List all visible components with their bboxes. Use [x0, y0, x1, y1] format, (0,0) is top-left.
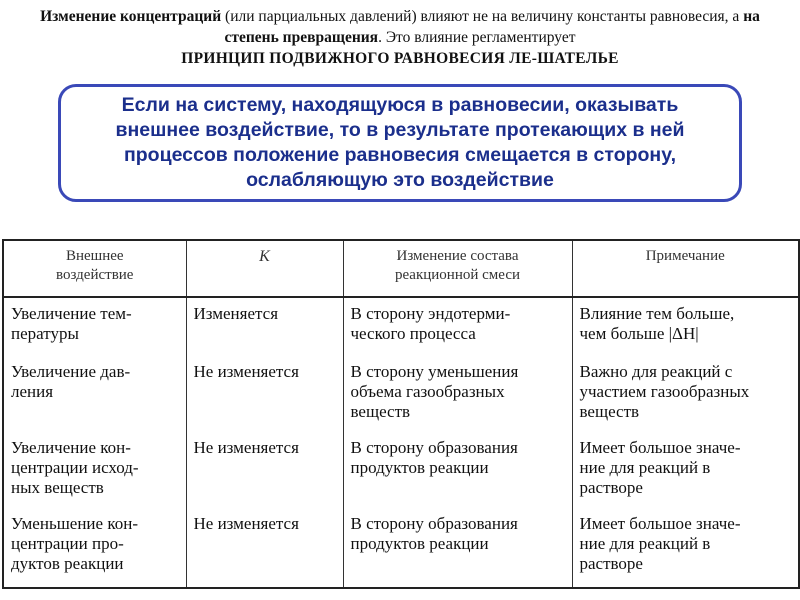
cell-line: Имеет большое значе-: [579, 438, 741, 457]
cell-external: [3, 511, 186, 588]
cell-line: Важно для реакций с: [579, 362, 733, 381]
cell-line: Увеличение тем-: [11, 304, 132, 323]
table-row: [3, 435, 799, 511]
header-external-line-1: Внешнее: [65, 248, 124, 264]
header-composition-line-2: реакционной смеси: [394, 267, 521, 283]
intro-text-part1: (или парциальных давлений) влияют не на величину константы равновесия, а: [221, 8, 744, 25]
cell-line: В сторону образования: [350, 514, 518, 533]
le-chatelier-rule-box: [58, 84, 742, 202]
cell-k: Не изменяется: [186, 435, 343, 511]
intro-bold-conversion: на степень превращения: [224, 8, 760, 46]
cell-note: [572, 297, 799, 359]
cell-composition: [343, 511, 572, 588]
intro-text-part2: . Это влияние регламентирует: [378, 29, 576, 46]
cell-line: Увеличение кон-: [11, 438, 131, 457]
rule-line-1: Если на систему, находящуюся в равновесии, оказывать: [121, 94, 679, 116]
cell-line: растворе: [579, 554, 643, 573]
cell-line: В сторону образования: [350, 438, 518, 457]
cell-line: продуктов реакции: [350, 534, 489, 553]
cell-note: [572, 511, 799, 588]
cell-line: В сторону эндотерми-: [350, 304, 511, 323]
cell-k: Не изменяется: [186, 511, 343, 588]
cell-line: Имеет большое значе-: [579, 514, 741, 533]
header-external-line-2: воздействие: [56, 267, 134, 283]
table-row: [3, 511, 799, 588]
cell-line: ных веществ: [11, 478, 104, 497]
header-external-effect: [3, 240, 186, 297]
cell-line: чем больше |ΔH|: [579, 324, 699, 343]
cell-note: [572, 435, 799, 511]
cell-line: В сторону уменьшения: [350, 362, 519, 381]
header-composition-line-1: Изменение состава: [396, 248, 519, 264]
le-chatelier-table: [2, 239, 800, 589]
intro-bold-concentration: Изменение концентраций: [40, 8, 222, 25]
cell-composition: [343, 359, 572, 435]
principle-heading: ПРИНЦИП ПОДВИЖНОГО РАВНОВЕСИЯ ЛЕ-ШАТЕЛЬЕ: [181, 50, 619, 67]
cell-line: веществ: [350, 402, 411, 421]
cell-line: Влияние тем больше,: [579, 304, 735, 323]
rule-line-2: внешнее воздействие, то в результате протекающих в ней: [115, 119, 685, 141]
cell-line: Увеличение дав-: [11, 362, 131, 381]
cell-line: участием газообразных: [579, 382, 750, 401]
rule-line-3: процессов положение равновесия смещается в сторону,: [123, 144, 677, 166]
rule-text: [101, 93, 698, 193]
header-k: K: [186, 240, 343, 297]
cell-composition: [343, 297, 572, 359]
cell-line: ние для реакций в: [579, 458, 711, 477]
cell-line: дуктов реакции: [11, 554, 124, 573]
cell-line: центрации исход-: [11, 458, 139, 477]
header-note: Примечание: [572, 240, 799, 297]
intro-paragraph: [20, 6, 780, 69]
cell-composition: [343, 435, 572, 511]
cell-k: Не изменяется: [186, 359, 343, 435]
rule-line-4: ослабляющую это воздействие: [246, 169, 554, 191]
cell-line: Уменьшение кон-: [11, 514, 138, 533]
cell-line: веществ: [579, 402, 640, 421]
cell-external: [3, 359, 186, 435]
cell-external: [3, 435, 186, 511]
cell-note: [572, 359, 799, 435]
table-row: [3, 359, 799, 435]
cell-line: ние для реакций в: [579, 534, 711, 553]
table-row: [3, 297, 799, 359]
cell-line: ления: [11, 382, 54, 401]
cell-line: пературы: [11, 324, 79, 343]
cell-line: продуктов реакции: [350, 458, 489, 477]
cell-line: центрации про-: [11, 534, 124, 553]
cell-k: Изменяется: [186, 297, 343, 359]
cell-line: объема газообразных: [350, 382, 505, 401]
cell-line: ческого процесса: [350, 324, 476, 343]
cell-external: [3, 297, 186, 359]
header-composition-change: [343, 240, 572, 297]
table-header-row: [3, 240, 799, 297]
cell-line: растворе: [579, 478, 643, 497]
